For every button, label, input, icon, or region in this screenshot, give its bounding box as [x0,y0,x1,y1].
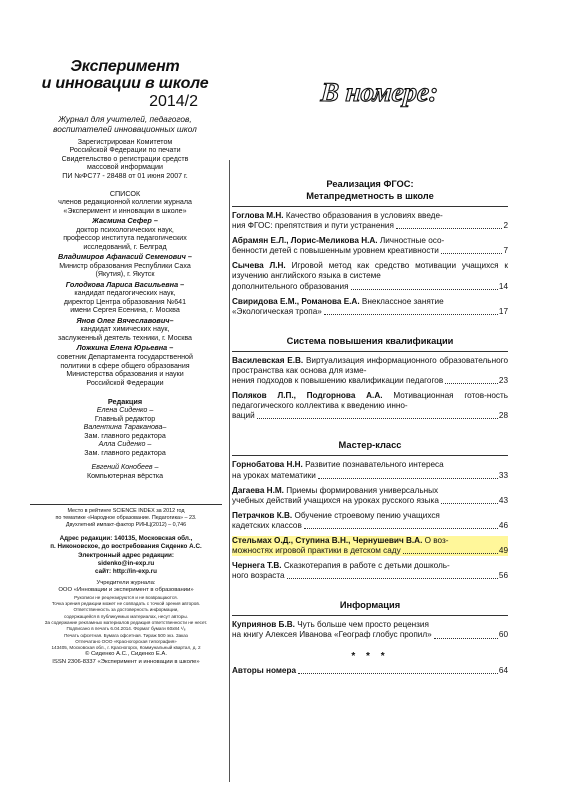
address-line: Электронный адрес редакции: [78,551,174,559]
entry-page: 49 [498,546,508,556]
editor-name: Елена Сиденко – [96,406,154,414]
copyright: © Сиденко А.С., Сиденко Е.А. [85,651,167,658]
entry-title-tail: можностях игровой практики в детском саду [232,546,401,556]
member-desc-line: кандидат химических наук, [80,325,170,334]
entry-leader [232,376,508,386]
member-desc-line: кандидат педагогических наук, [74,289,176,298]
member-desc-line: имени Сергея Есенина, г. Москва [70,306,180,315]
masthead [30,58,220,480]
board-member [30,317,220,343]
in-this-issue-banner [306,72,456,112]
dot-leader [434,638,498,639]
reg-line: Зарегистрирован Комитетом [77,138,173,146]
fineprint-line: 143405, Московская обл., г. Красногорск, Коммунальный квартал, д. 2 [51,645,201,651]
member-desc-line: заслуженный деятель техники, г. Москва [58,333,192,342]
entry-title: Сказкотерапия в работе с детьми дошколь- [283,561,450,571]
board-intro [30,198,220,215]
entry-title-tail: учебных действий учащихся на уроках русского языка [232,495,439,505]
entry-page: 7 [503,246,508,256]
entry-title: Качество образования в условиях введе- [285,211,443,220]
reg-line: Свидетельство о регистрации средств [61,154,189,163]
entry-title-tail: бенности детей с повышенным уровнем креативности [232,246,439,256]
editor-role: Зам. главного редактора [84,448,166,457]
editor-role: Компьютерная вёрстка [86,471,164,480]
editor [30,463,220,480]
entry-title: Внеклассное занятие [361,296,444,306]
registration-info [30,138,220,180]
toc-entry[interactable] [232,391,508,421]
entry-title: Игровой метод как средство мотивации учащихся к изучению английского языка в системе [232,261,508,281]
entry-leader [232,571,508,581]
entry-page: 56 [498,571,508,581]
member-name: Владимиров Афанасий Семенович – [58,252,192,262]
journal-title-line-2: и инновации в школе [41,75,209,92]
fineprint-line: Отпечатано ООО «Красногорская типография» [75,638,177,644]
entry-page: 64 [498,665,508,675]
fineprint-line: Печать офсетная. Бумага офсетная. Тираж 500 экз. Заказ [64,632,188,638]
editor-role: Зам. главного редактора [84,431,166,440]
section-heading: Реализация ФГОС: [326,179,414,189]
entry-authors: Василевская Е.В. [232,355,304,365]
entry-page: 33 [498,470,508,480]
reg-line: массовой информации [87,163,163,172]
column-divider [229,160,230,782]
toc-entry[interactable] [232,297,508,317]
entry-title-tail: кадетских классов [232,520,302,530]
entry-leader [232,496,508,506]
index-line: Место в рейтинге SCIENCE INDEX за 2012 год [67,508,185,514]
entry-title-tail: дополнительного образования [232,281,349,291]
editor [30,440,220,457]
entry-leader [232,246,508,256]
editor-name: Евгений Конобеев – [91,463,159,471]
board-member [30,217,220,251]
entry-authors: Горнобатова Н.Н. [232,460,303,470]
toc-entry[interactable] [232,261,508,291]
entry-authors: Стельмах О.Д., Ступина В.Н., Чернушевич В.А. [232,535,423,545]
dot-leader [351,289,498,290]
email-link[interactable]: sidenko@in-exp.ru [97,559,155,567]
table-of-contents [232,178,508,681]
fineprint-line: содержащейся в публикуемых материалах, несут авторы. [64,613,188,619]
member-desc-line: директор Центра образования №641 [63,297,187,306]
editorial-address [24,535,228,576]
issn: ISSN 2306-8337 «Эксперимент и инновации в школе» [52,658,200,665]
reg-line: Российской Федерации по печати [69,146,181,155]
entry-leader [232,282,508,292]
divider [30,504,222,505]
toc-entry[interactable] [232,620,508,640]
divider [232,455,508,456]
board-member [30,344,220,387]
entry-title-tail: ваций [232,411,255,421]
board-intro-line: «Эксперимент и инновации в школе» [63,206,187,215]
dot-leader [298,673,498,674]
entry-authors: Свиридова Е.М., Романова Е.А. [232,296,360,306]
fineprint-line: Точка зрения редакции может не совпадать с точкой зрения авторов. [51,601,201,607]
journal-subtitle [30,115,220,134]
entry-authors: Авторы номера [232,665,297,675]
entry-title: Обучение строевому пению учащихся [294,510,440,520]
entry-authors: Дагаева Н.М. [232,485,284,495]
toc-entry[interactable] [232,460,508,480]
founders-heading: Учредители журнала: [96,580,156,586]
entry-authors: Поляков Л.П., Подгорнова А.А. [232,391,383,401]
editor-name: Алла Сиденко – [98,440,152,448]
entry-leader [232,546,508,556]
entry-title-tail: «Экологическая тропа» [232,306,322,316]
board-list-heading: СПИСОК [109,189,141,199]
editor-role: Главный редактор [94,414,156,423]
entry-leader [232,521,508,531]
dot-leader [403,553,498,554]
founder-line: ООО «Инновации и эксперимент в образовании» [58,587,194,594]
board-member [30,281,220,315]
member-desc-line: профессор института педагогических [63,234,187,243]
entry-page: 14 [498,281,508,291]
subtitle-line: Журнал для учителей, педагогов, [58,114,192,124]
entry-title: Мотивационная готов-ность педагогического коллектива к введению инно- [232,391,508,411]
board-member [30,253,220,279]
section-heading: Мастер-класс [338,440,402,451]
toc-entry[interactable] [232,511,508,531]
editor [30,423,220,440]
entry-leader [232,411,508,421]
entry-page: 28 [498,411,508,421]
toc-entry[interactable] [232,486,508,506]
entry-authors: Куприянов Б.В. [232,620,295,630]
entry-leader [232,471,508,481]
member-desc-line: исследований, г. Белград [83,242,167,251]
founders-block [24,580,228,666]
address-line: п. Никоновское, до востребования Сиденко А.С. [50,543,202,551]
toc-section [232,178,508,317]
entry-authors: Петрачков К.В. [232,510,293,520]
website-link[interactable]: сайт: http://in-exp.ru [95,568,157,576]
member-desc-line: Российской Федерации [86,378,164,387]
entry-leader [232,630,508,640]
entry-title: Виртуализация информационного образовательного пространства как основа для изме- [232,355,508,375]
entry-page: 23 [498,376,508,386]
entry-title-tail: ного возраста [232,571,285,581]
member-desc-line: Министр образования Республики Саха [59,261,191,270]
entry-title: О воз- [424,535,449,545]
toc-section [232,335,508,422]
dot-leader [441,503,498,504]
toc-section [232,599,508,640]
dot-leader [287,578,498,579]
entry-leader [232,307,508,317]
toc-entry[interactable] [232,211,508,231]
section-separator-stars: * * * [351,650,389,662]
subtitle-line: воспитателей инновационных школ [53,123,197,134]
section-heading: Информация [339,600,401,611]
entry-page: 60 [498,630,508,640]
entry-authors: Сычева Л.Н. [232,261,286,271]
editor [30,406,220,423]
fineprint-line: Ответственность за достоверность информации, [73,607,179,613]
entry-title: Развитие познавательного интереса [305,460,444,470]
index-line: Двухлетний импакт-фактор РИНЦ(2012) – 0,746 [65,522,187,529]
banner-text: В номере: [319,77,440,107]
member-desc-line: (Якутия), г. Якутск [95,270,155,279]
toc-entry-highlighted[interactable] [232,536,508,556]
fineprint-line: За содержание рекламных материалов редакция ответственности не несет. [44,620,208,625]
toc-entry[interactable] [232,561,508,581]
member-desc-line: Министерства образования и науки [66,370,184,378]
entry-title-tail: на уроках математики [232,470,316,480]
divider [232,351,508,352]
member-name: Ложкина Елена Юрьевна – [76,343,174,353]
entry-page: 43 [498,495,508,505]
member-desc-line: советник Департамента государственной [57,353,193,361]
entry-title: Приемы формирования универсальных [286,485,439,495]
toc-entry-authors[interactable] [232,666,508,676]
member-name: Янов Олег Вячеславович– [76,315,174,325]
divider [232,615,508,616]
dot-leader [318,478,498,479]
member-desc-line: доктор психологических наук, [76,225,174,234]
dot-leader [441,253,503,254]
journal-title-line-1: Эксперимент [70,58,180,75]
section-heading: Система повышения квалификации [286,335,454,346]
entry-leader [232,221,508,231]
entry-leader [232,666,508,676]
address-line: Адрес редакции: 140135, Московская обл., [59,535,193,542]
member-desc-line: политики в сфере общего образования [60,361,190,370]
entry-authors: Абрамян Е.Л., Лорис-Меликова Н.А. [232,236,378,246]
member-name: Голодкова Лариса Васильевна – [65,279,185,289]
divider [232,206,508,207]
entry-title-tail: на книгу Алексея Иванова «Географ глобус пропил» [232,630,432,640]
index-line: по тематике «Народное образование. Педагогика» – 23. [55,515,197,522]
toc-section [232,439,508,581]
index-rating [24,508,228,530]
entry-page: 46 [498,520,508,530]
dot-leader [257,418,498,419]
toc-entry[interactable] [232,236,508,256]
redaction-heading: Редакция [107,397,143,406]
dot-leader [304,528,498,529]
member-name: Жасмина Сефер – [92,216,158,226]
section-heading: Метапредметность в школе [306,191,434,201]
board-intro-line: членов редакционной коллегии журнала [58,198,192,207]
dot-leader [445,383,498,384]
toc-entry[interactable] [232,356,508,386]
dot-leader [324,314,498,315]
entry-page: 17 [498,306,508,316]
entry-authors: Гоглова М.Н. [232,211,284,220]
entry-authors: Чернега Т.В. [232,561,282,571]
fineprint-line: Подписано в печать 6.04.2014. Формат бумаги 60х84 ¹/₈ [66,626,186,632]
issue-number: 2014/2 [149,93,198,110]
entry-page: 2 [503,221,508,231]
dot-leader [396,228,503,229]
editor-name: Валентина Тараканова– [83,423,167,431]
reg-line: ПИ №ФС77 - 28488 от 01 июня 2007 г. [62,171,188,180]
entry-title: Чуть больше чем просто рецензия [297,620,429,630]
entry-title-tail: ния ФГОС: препятствия и пути устранения [232,221,394,231]
entry-title-tail: нения подходов к повышению квалификации педагогов [232,376,444,386]
fineprint-line: Рукописи не рецензируются и не возвращаются. [74,594,178,600]
entry-title: Личностные осо- [379,236,445,246]
